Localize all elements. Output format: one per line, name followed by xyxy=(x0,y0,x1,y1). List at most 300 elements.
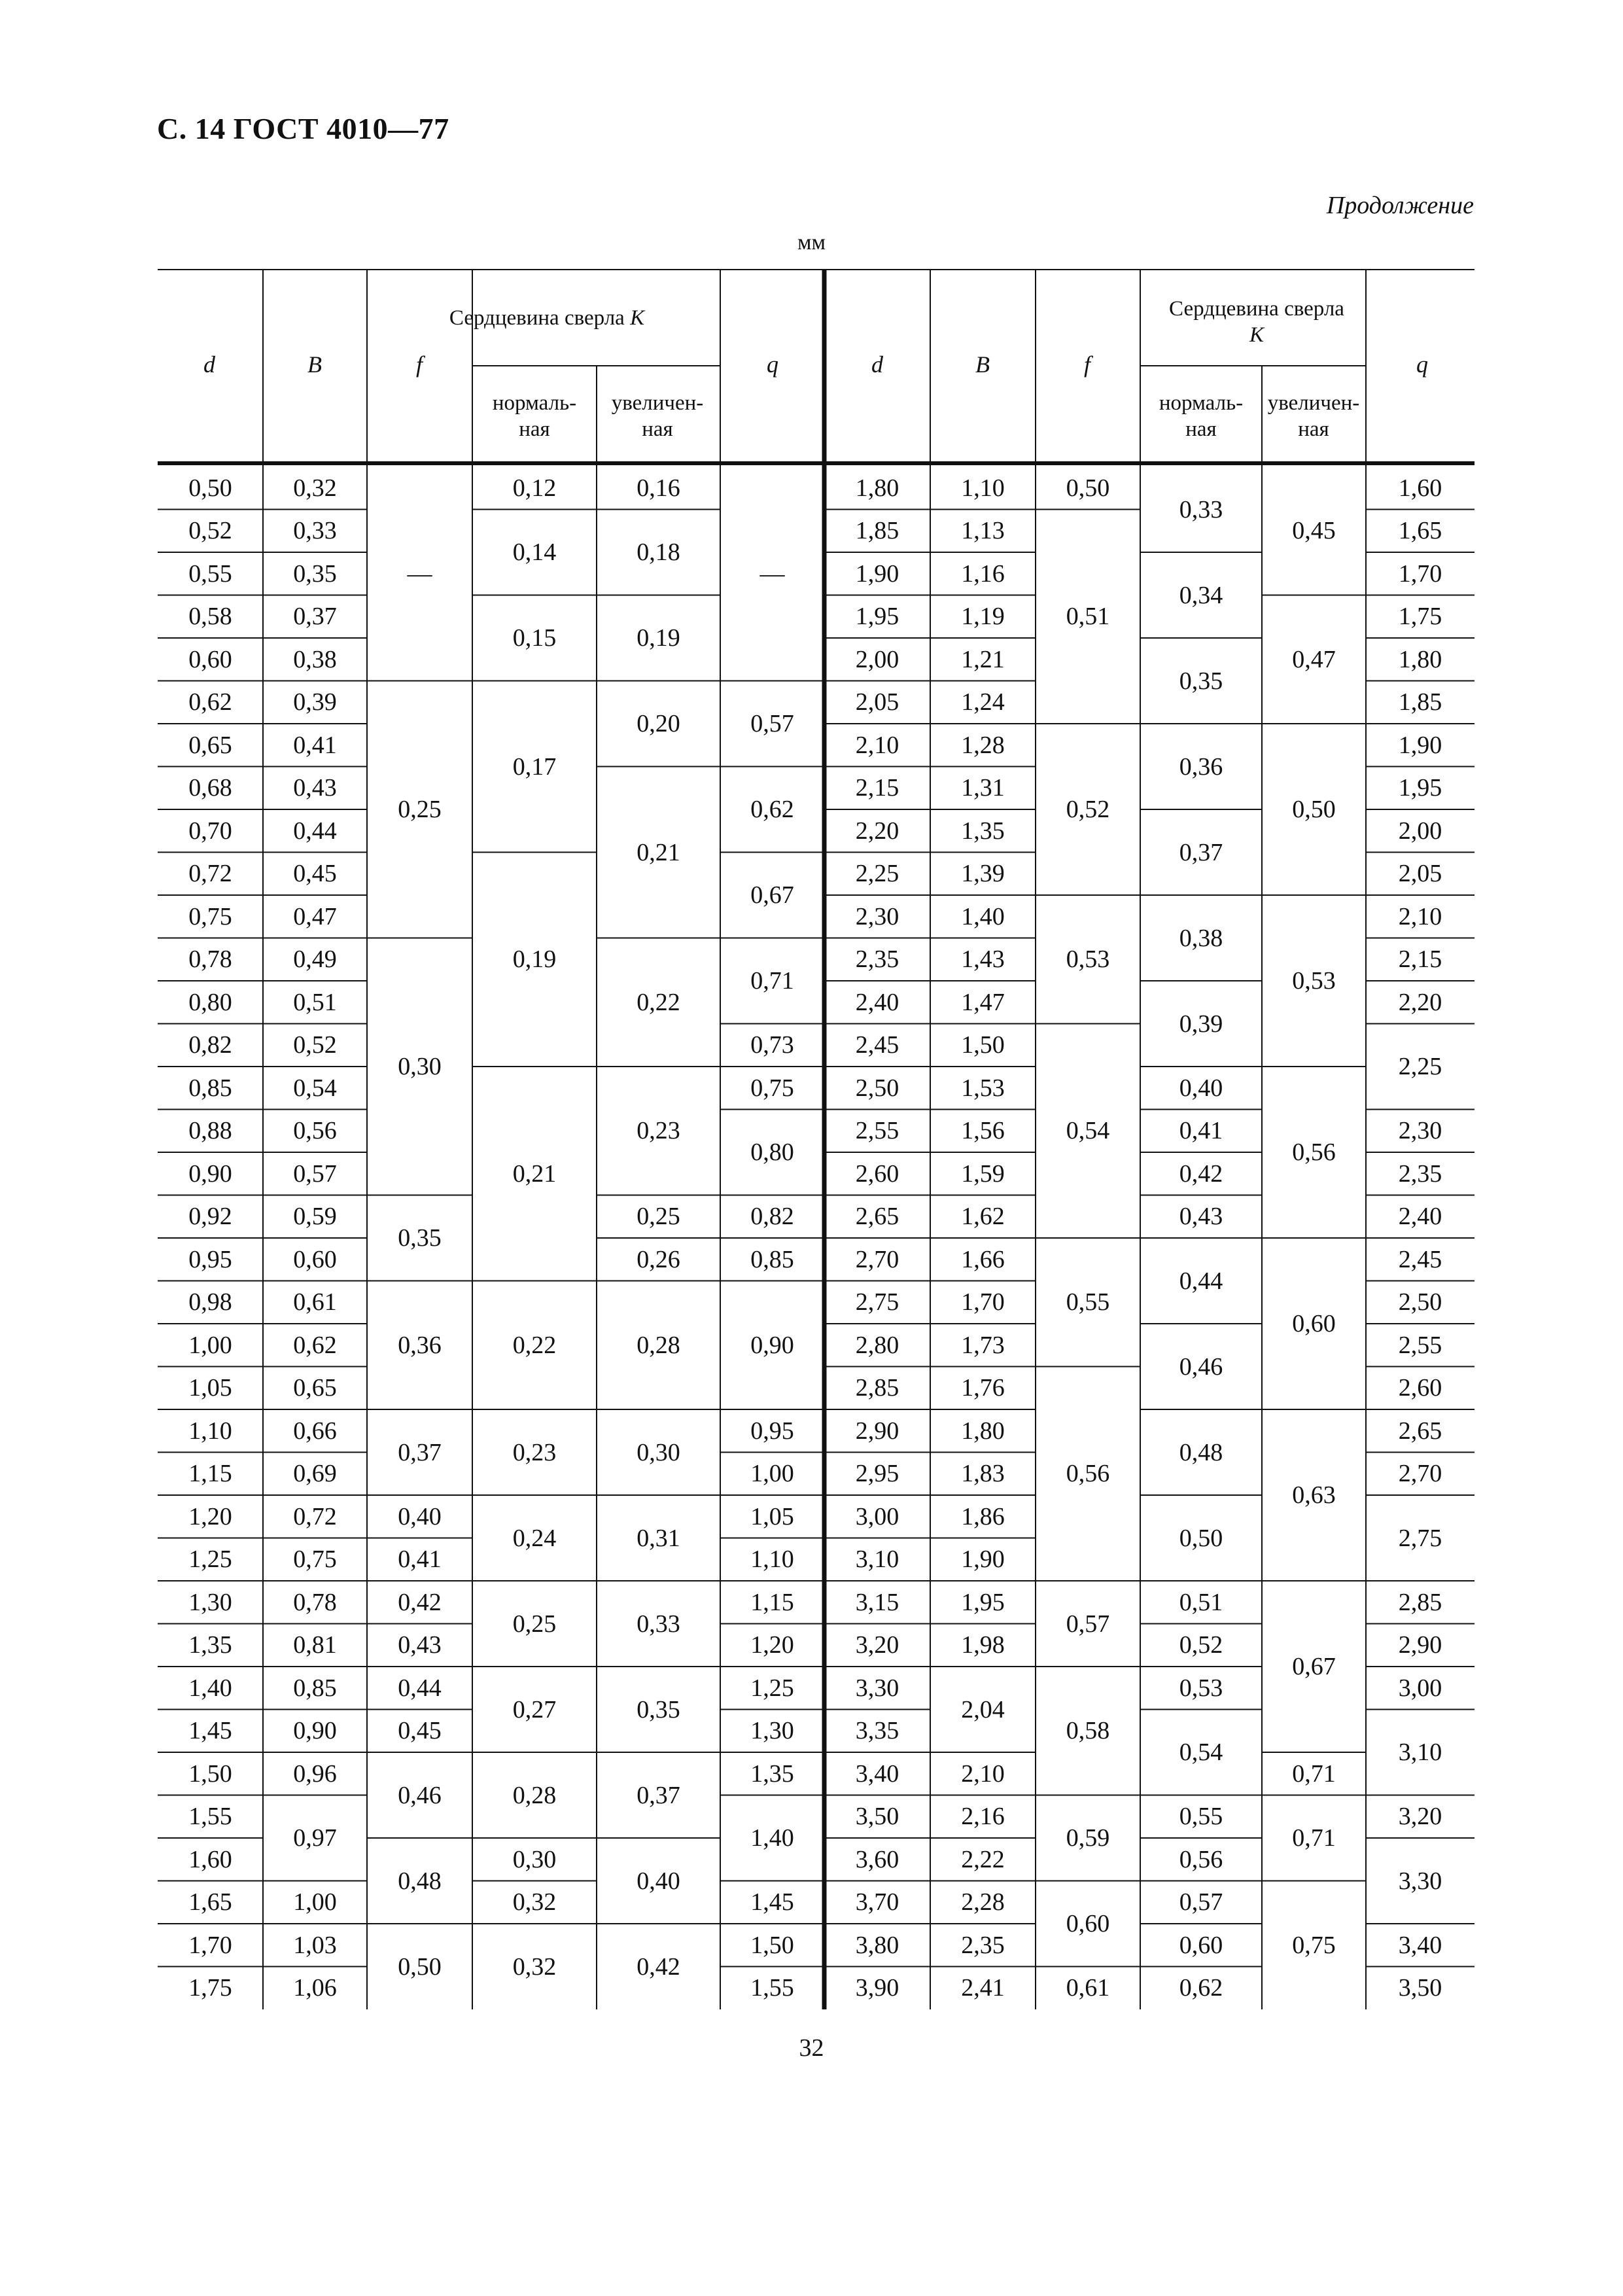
left-cell: 0,80 xyxy=(188,988,232,1016)
right-cell: 3,30 xyxy=(855,1674,899,1702)
right-cell: 2,15 xyxy=(1398,945,1442,974)
left-cell: 0,96 xyxy=(293,1759,337,1788)
left-cell: 0,52 xyxy=(188,517,232,545)
left-cell: 1,15 xyxy=(750,1588,794,1616)
right-cell: 1,16 xyxy=(961,559,1005,588)
left-cell: 0,31 xyxy=(637,1524,680,1552)
header-d-left: d xyxy=(203,351,215,378)
right-cell: 0,37 xyxy=(1179,838,1223,866)
right-cell: 0,50 xyxy=(1292,796,1336,823)
right-cell: 0,60 xyxy=(1179,1931,1223,1959)
right-cell: 2,10 xyxy=(1398,902,1442,930)
left-cell: 0,44 xyxy=(398,1674,442,1702)
right-cell: 0,43 xyxy=(1179,1203,1223,1231)
right-cell: 2,35 xyxy=(1398,1159,1442,1188)
right-cell: 2,50 xyxy=(855,1074,899,1102)
right-cell: 1,60 xyxy=(1398,474,1442,502)
right-cell: 0,50 xyxy=(1066,474,1110,502)
left-cell: 0,72 xyxy=(293,1502,337,1530)
right-cell: 2,05 xyxy=(855,688,899,716)
right-cell: 1,56 xyxy=(961,1117,1005,1145)
left-cell: 1,45 xyxy=(750,1888,794,1916)
right-cell: 2,65 xyxy=(855,1203,899,1231)
left-cell: 0,43 xyxy=(398,1631,442,1659)
left-cell: 0,42 xyxy=(398,1588,442,1616)
left-cell: 0,90 xyxy=(750,1331,794,1359)
header-increased-left: увеличен- ная xyxy=(611,391,704,441)
left-cell: 1,25 xyxy=(750,1674,794,1702)
left-cell: 1,20 xyxy=(750,1631,794,1659)
right-cell: 2,16 xyxy=(961,1803,1005,1831)
left-cell: 0,62 xyxy=(750,796,794,823)
page-header: С. 14 ГОСТ 4010—77 xyxy=(157,112,449,145)
table-grid-lines xyxy=(158,267,1475,2009)
right-cell: 1,43 xyxy=(961,945,1005,974)
left-cell: 0,85 xyxy=(750,1245,794,1273)
left-cell: 0,19 xyxy=(637,624,680,652)
left-cell: 0,57 xyxy=(750,710,794,737)
page-number: 32 xyxy=(799,2034,824,2062)
right-cell: 1,95 xyxy=(855,603,899,631)
right-cell: 2,70 xyxy=(855,1245,899,1273)
left-cell: 0,46 xyxy=(398,1781,442,1809)
left-cell: 0,57 xyxy=(293,1159,337,1188)
right-cell: 0,54 xyxy=(1179,1739,1223,1766)
right-cell: 0,40 xyxy=(1179,1074,1223,1102)
right-cell: 2,90 xyxy=(855,1417,899,1445)
left-cell: 0,49 xyxy=(293,945,337,974)
left-cell: 0,80 xyxy=(750,1139,794,1166)
right-cell: 0,44 xyxy=(1179,1267,1223,1295)
right-cell: 2,20 xyxy=(1398,988,1442,1016)
right-cell: 0,38 xyxy=(1179,924,1223,952)
right-cell: 2,10 xyxy=(961,1759,1005,1788)
left-cell: 0,68 xyxy=(188,774,232,802)
left-cell: 0,65 xyxy=(188,731,232,759)
right-cell: 3,10 xyxy=(1398,1739,1442,1766)
left-cell: 0,60 xyxy=(293,1245,337,1273)
left-cell: 1,65 xyxy=(188,1888,232,1916)
right-cell: 0,41 xyxy=(1179,1117,1223,1145)
left-cell: 0,95 xyxy=(188,1245,232,1273)
right-cell: 2,30 xyxy=(855,902,899,930)
right-cell: 1,47 xyxy=(961,988,1005,1016)
right-cell: 0,59 xyxy=(1066,1824,1110,1852)
left-cell: 1,50 xyxy=(750,1931,794,1959)
left-cell: 0,66 xyxy=(293,1417,337,1445)
right-cell: 0,35 xyxy=(1179,667,1223,695)
right-cell: 3,40 xyxy=(855,1759,899,1788)
header-b-left: B xyxy=(307,351,322,378)
left-cell: 0,85 xyxy=(293,1674,337,1702)
right-cell: 1,53 xyxy=(961,1074,1005,1102)
right-cell: 2,35 xyxy=(855,945,899,974)
left-cell: 0,62 xyxy=(188,688,232,716)
right-cell: 1,10 xyxy=(961,474,1005,502)
right-cell: 0,47 xyxy=(1292,645,1336,673)
right-cell: 1,40 xyxy=(961,902,1005,930)
right-cell: 1,35 xyxy=(961,817,1005,845)
right-cell: 1,80 xyxy=(1398,645,1442,673)
right-cell: 0,60 xyxy=(1292,1310,1336,1337)
right-cell: 1,70 xyxy=(961,1288,1005,1316)
right-cell: 1,86 xyxy=(961,1502,1005,1530)
left-cell: 0,16 xyxy=(637,474,680,502)
left-cell: 0,18 xyxy=(637,539,680,566)
right-cell: 0,62 xyxy=(1179,1974,1223,2002)
right-cell: 0,45 xyxy=(1292,517,1336,545)
right-cell: 1,85 xyxy=(1398,688,1442,716)
right-cell: 0,67 xyxy=(1292,1653,1336,1680)
left-cell: 1,50 xyxy=(188,1759,232,1788)
right-cell: 0,57 xyxy=(1179,1888,1223,1916)
right-cell: 1,90 xyxy=(1398,731,1442,759)
left-cell: 0,33 xyxy=(293,517,337,545)
right-cell: 2,45 xyxy=(855,1031,899,1059)
left-cell: — xyxy=(759,559,785,588)
right-cell: 3,90 xyxy=(855,1974,899,2002)
left-cell: 0,90 xyxy=(188,1159,232,1188)
right-cell: 3,60 xyxy=(855,1845,899,1873)
header-normal-left: нормаль- ная xyxy=(492,391,577,441)
header-d-right: d xyxy=(871,351,883,378)
left-cell: 0,24 xyxy=(512,1524,557,1552)
right-cell: 1,13 xyxy=(961,517,1005,545)
right-cell: 3,35 xyxy=(855,1717,899,1745)
left-cell: 0,14 xyxy=(512,539,557,566)
left-cell: 1,55 xyxy=(188,1803,232,1831)
left-cell: 0,21 xyxy=(512,1159,557,1188)
left-cell: 0,20 xyxy=(637,710,680,737)
left-cell: 1,30 xyxy=(188,1588,232,1616)
right-cell: 0,34 xyxy=(1179,581,1223,609)
continuation-label: Продолжение xyxy=(1326,192,1474,219)
right-cell: 2,95 xyxy=(855,1460,899,1488)
right-cell: 3,00 xyxy=(855,1502,899,1530)
right-cell: 0,53 xyxy=(1292,967,1336,995)
left-cell: 0,38 xyxy=(293,645,337,673)
right-cell: 3,10 xyxy=(855,1545,899,1574)
right-cell: 2,30 xyxy=(1398,1117,1442,1145)
left-cell: 1,30 xyxy=(750,1717,794,1745)
left-cell: 0,42 xyxy=(637,1952,680,1981)
right-cell: 2,15 xyxy=(855,774,899,802)
left-cell: 0,26 xyxy=(637,1245,680,1273)
left-cell: 0,71 xyxy=(750,967,794,995)
left-cell: 1,06 xyxy=(293,1974,337,2002)
right-cell: 0,57 xyxy=(1066,1610,1110,1638)
left-cell: 0,60 xyxy=(188,645,232,673)
right-cell: 3,80 xyxy=(855,1931,899,1959)
header-core-left: Сердцевина сверла K xyxy=(449,306,645,330)
left-cell: 0,43 xyxy=(293,774,337,802)
right-cell: 1,98 xyxy=(961,1631,1005,1659)
left-cell: 0,54 xyxy=(293,1074,337,1102)
left-cell: 0,56 xyxy=(293,1117,337,1145)
left-cell: 0,88 xyxy=(188,1117,232,1145)
left-cell: 0,78 xyxy=(188,945,232,974)
left-cell: 0,90 xyxy=(293,1717,337,1745)
left-cell: 0,22 xyxy=(512,1331,557,1359)
right-cell: 1,85 xyxy=(855,517,899,545)
right-cell: 2,35 xyxy=(961,1931,1005,1959)
left-cell: 0,25 xyxy=(512,1610,557,1638)
right-cell: 2,45 xyxy=(1398,1245,1442,1273)
left-cell: 1,75 xyxy=(188,1974,232,2002)
left-cell: 0,25 xyxy=(637,1203,680,1231)
right-cell: 0,54 xyxy=(1066,1117,1110,1145)
right-cell: 2,65 xyxy=(1398,1417,1442,1445)
right-cell: 1,39 xyxy=(961,860,1005,888)
right-cell: 3,70 xyxy=(855,1888,899,1916)
left-cell: 0,85 xyxy=(188,1074,232,1102)
right-cell: 3,00 xyxy=(1398,1674,1442,1702)
left-cell: 1,00 xyxy=(188,1331,232,1359)
left-cell: 0,51 xyxy=(293,988,337,1016)
right-cell: 1,73 xyxy=(961,1331,1005,1359)
right-cell: 2,60 xyxy=(1398,1374,1442,1402)
left-cell: 1,40 xyxy=(188,1674,232,1702)
left-cell: 0,59 xyxy=(293,1203,337,1231)
right-cell: 2,20 xyxy=(855,817,899,845)
right-cell: 0,46 xyxy=(1179,1352,1223,1381)
left-cell: 0,95 xyxy=(750,1417,794,1445)
left-cell: 0,72 xyxy=(188,860,232,888)
right-cell: 2,50 xyxy=(1398,1288,1442,1316)
right-cell: 2,40 xyxy=(855,988,899,1016)
right-cell: 2,10 xyxy=(855,731,899,759)
left-cell: 0,30 xyxy=(398,1053,442,1080)
right-cell: 0,55 xyxy=(1179,1803,1223,1831)
left-cell: 1,10 xyxy=(750,1545,794,1574)
right-cell: 0,56 xyxy=(1292,1139,1336,1166)
right-cell: 1,62 xyxy=(961,1203,1005,1231)
left-cell: 0,92 xyxy=(188,1203,232,1231)
left-cell: 0,82 xyxy=(750,1203,794,1231)
left-cell: 0,21 xyxy=(637,838,680,866)
left-cell: 0,35 xyxy=(398,1224,442,1252)
left-cell: 0,23 xyxy=(512,1438,557,1466)
right-cell: 1,21 xyxy=(961,645,1005,673)
left-cell: 0,45 xyxy=(398,1717,442,1745)
left-cell: 0,44 xyxy=(293,817,337,845)
left-cell: 0,97 xyxy=(293,1824,337,1852)
right-cell: 0,56 xyxy=(1179,1845,1223,1873)
left-cell: 0,40 xyxy=(637,1867,680,1895)
left-cell: 1,35 xyxy=(750,1759,794,1788)
header-normal-right: нормаль- ная xyxy=(1159,391,1244,441)
right-cell: 2,85 xyxy=(1398,1588,1442,1616)
right-cell: 3,30 xyxy=(1398,1867,1442,1895)
left-cell: 0,15 xyxy=(512,624,557,652)
header-f-left: f xyxy=(415,351,423,378)
left-cell: 0,12 xyxy=(512,474,557,502)
right-cell: 2,25 xyxy=(1398,1053,1442,1080)
left-cell: 0,28 xyxy=(637,1331,680,1359)
right-cell: 3,15 xyxy=(855,1588,899,1616)
drill-dimensions-table xyxy=(158,267,1475,2009)
left-cell: 1,00 xyxy=(750,1460,794,1488)
header-f-right: f xyxy=(1083,351,1091,378)
left-cell: 0,75 xyxy=(750,1074,794,1102)
right-cell: 0,36 xyxy=(1179,752,1223,781)
left-cell: 0,17 xyxy=(512,752,557,781)
right-cell: 0,51 xyxy=(1066,603,1110,631)
left-cell: 0,65 xyxy=(293,1374,337,1402)
right-cell: 2,40 xyxy=(1398,1203,1442,1231)
left-cell: 1,70 xyxy=(188,1931,232,1959)
right-cell: 2,28 xyxy=(961,1888,1005,1916)
left-cell: 0,36 xyxy=(398,1331,442,1359)
right-cell: 0,63 xyxy=(1292,1481,1336,1509)
right-cell: 2,04 xyxy=(961,1695,1005,1723)
left-cell: 0,40 xyxy=(398,1502,442,1530)
left-cell: 0,55 xyxy=(188,559,232,588)
left-cell: 0,37 xyxy=(293,603,337,631)
right-cell: 2,22 xyxy=(961,1845,1005,1873)
right-cell: 1,90 xyxy=(855,559,899,588)
left-cell: 0,23 xyxy=(637,1117,680,1145)
right-cell: 0,48 xyxy=(1179,1438,1223,1466)
left-cell: 1,05 xyxy=(750,1502,794,1530)
left-cell: 0,82 xyxy=(188,1031,232,1059)
left-cell: 0,41 xyxy=(293,731,337,759)
left-cell: 0,19 xyxy=(512,945,557,974)
right-cell: 1,76 xyxy=(961,1374,1005,1402)
left-cell: 0,28 xyxy=(512,1781,557,1809)
left-cell: 1,20 xyxy=(188,1502,232,1530)
right-cell: 1,90 xyxy=(961,1545,1005,1574)
right-cell: 2,05 xyxy=(1398,860,1442,888)
right-cell: 1,24 xyxy=(961,688,1005,716)
left-cell: 0,41 xyxy=(398,1545,442,1574)
right-cell: 0,60 xyxy=(1066,1910,1110,1937)
left-cell: 1,55 xyxy=(750,1974,794,2002)
right-cell: 0,52 xyxy=(1179,1631,1223,1659)
right-cell: 0,42 xyxy=(1179,1159,1223,1188)
right-cell: 2,00 xyxy=(855,645,899,673)
left-cell: 1,45 xyxy=(188,1717,232,1745)
left-cell: 0,75 xyxy=(188,902,232,930)
left-cell: 0,32 xyxy=(293,474,337,502)
left-cell: 0,62 xyxy=(293,1331,337,1359)
right-cell: 1,95 xyxy=(961,1588,1005,1616)
right-cell: 0,61 xyxy=(1066,1974,1110,2002)
left-cell: 0,30 xyxy=(512,1845,557,1873)
left-cell: 0,47 xyxy=(293,902,337,930)
right-cell: 0,52 xyxy=(1066,796,1110,823)
right-cell: 2,00 xyxy=(1398,817,1442,845)
right-cell: 2,55 xyxy=(855,1117,899,1145)
right-cell: 2,41 xyxy=(961,1974,1005,2002)
right-cell: 1,28 xyxy=(961,731,1005,759)
left-cell: 1,60 xyxy=(188,1845,232,1873)
left-cell: 0,98 xyxy=(188,1288,232,1316)
left-cell: 1,25 xyxy=(188,1545,232,1574)
right-cell: 0,53 xyxy=(1066,945,1110,974)
right-cell: 1,31 xyxy=(961,774,1005,802)
right-cell: 0,33 xyxy=(1179,495,1223,523)
left-cell: 0,70 xyxy=(188,817,232,845)
left-cell: 0,58 xyxy=(188,603,232,631)
left-cell: 1,15 xyxy=(188,1460,232,1488)
right-cell: 0,71 xyxy=(1292,1824,1336,1852)
left-cell: 1,00 xyxy=(293,1888,337,1916)
left-cell: 0,75 xyxy=(293,1545,337,1574)
unit-label: мм xyxy=(797,230,826,255)
right-cell: 0,55 xyxy=(1066,1288,1110,1316)
right-cell: 1,65 xyxy=(1398,517,1442,545)
header-q-right: q xyxy=(1416,351,1428,378)
left-cell: 0,50 xyxy=(398,1952,442,1981)
right-cell: 1,80 xyxy=(961,1417,1005,1445)
right-cell: 3,50 xyxy=(855,1803,899,1831)
header-increased-right: увеличен- ная xyxy=(1267,391,1360,441)
right-cell: 1,80 xyxy=(855,474,899,502)
right-cell: 2,60 xyxy=(855,1159,899,1188)
left-cell: 0,39 xyxy=(293,688,337,716)
left-cell: 0,30 xyxy=(637,1438,680,1466)
left-cell: 0,32 xyxy=(512,1952,557,1981)
right-cell: 3,20 xyxy=(855,1631,899,1659)
right-cell: 2,85 xyxy=(855,1374,899,1402)
right-cell: 0,56 xyxy=(1066,1460,1110,1488)
right-cell: 2,70 xyxy=(1398,1460,1442,1488)
left-cell: 0,35 xyxy=(637,1695,680,1723)
right-cell: 2,55 xyxy=(1398,1331,1442,1359)
right-cell: 3,50 xyxy=(1398,1974,1442,2002)
right-cell: 2,90 xyxy=(1398,1631,1442,1659)
left-cell: 0,67 xyxy=(750,881,794,909)
right-cell: 1,83 xyxy=(961,1460,1005,1488)
right-cell: 0,39 xyxy=(1179,1010,1223,1038)
left-cell: 1,35 xyxy=(188,1631,232,1659)
left-cell: 0,61 xyxy=(293,1288,337,1316)
left-cell: — xyxy=(407,559,432,588)
left-cell: 0,50 xyxy=(188,474,232,502)
left-cell: 0,32 xyxy=(512,1888,557,1916)
right-cell: 2,80 xyxy=(855,1331,899,1359)
right-cell: 0,50 xyxy=(1179,1524,1223,1552)
left-cell: 0,52 xyxy=(293,1031,337,1059)
left-cell: 0,45 xyxy=(293,860,337,888)
left-cell: 0,78 xyxy=(293,1588,337,1616)
left-cell: 0,25 xyxy=(398,796,442,823)
left-cell: 0,35 xyxy=(293,559,337,588)
right-cell: 1,95 xyxy=(1398,774,1442,802)
header-core-right: Сердцевина сверла K xyxy=(1169,296,1344,347)
right-cell: 2,75 xyxy=(1398,1524,1442,1552)
left-cell: 0,37 xyxy=(398,1438,442,1466)
right-cell: 2,75 xyxy=(855,1288,899,1316)
left-cell: 0,81 xyxy=(293,1631,337,1659)
right-cell: 2,25 xyxy=(855,860,899,888)
left-cell: 1,40 xyxy=(750,1824,794,1852)
left-cell: 0,69 xyxy=(293,1460,337,1488)
left-cell: 0,33 xyxy=(637,1610,680,1638)
header-q-left: q xyxy=(767,351,778,378)
right-cell: 1,19 xyxy=(961,603,1005,631)
right-cell: 1,70 xyxy=(1398,559,1442,588)
left-cell: 1,10 xyxy=(188,1417,232,1445)
right-cell: 0,58 xyxy=(1066,1717,1110,1745)
right-cell: 0,51 xyxy=(1179,1588,1223,1616)
right-cell: 1,50 xyxy=(961,1031,1005,1059)
header-b-right: B xyxy=(975,351,990,378)
left-cell: 0,37 xyxy=(637,1781,680,1809)
right-cell: 0,71 xyxy=(1292,1759,1336,1788)
right-cell: 3,40 xyxy=(1398,1931,1442,1959)
